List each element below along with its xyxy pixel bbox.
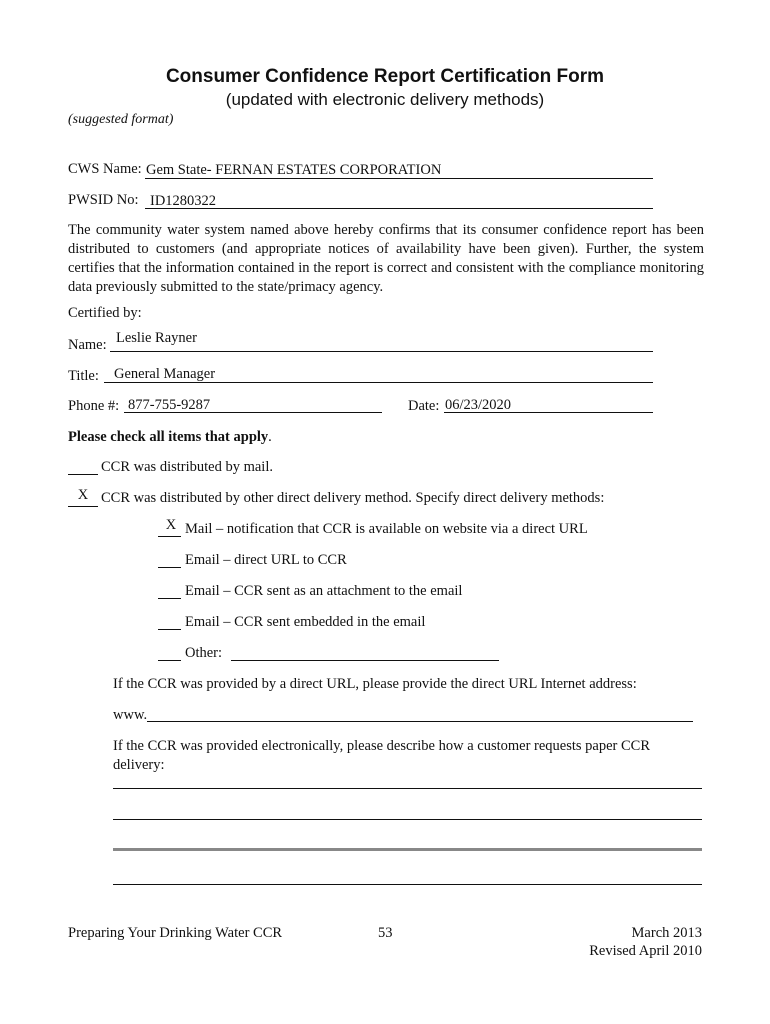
form-title: Consumer Confidence Report Certification Form — [165, 66, 605, 87]
title-label: Title: — [68, 368, 99, 384]
paper-delivery-line-4[interactable] — [113, 884, 702, 885]
method-email-embedded-checkbox[interactable] — [158, 629, 181, 630]
pwsid-value[interactable]: ID1280322 — [150, 193, 217, 209]
cws-name-label: CWS Name: — [68, 161, 142, 177]
certified-by-label: Certified by: — [68, 305, 142, 321]
method-url-checkbox-mark: X — [165, 517, 177, 533]
method-email-url-label: Email – direct URL to CCR — [185, 552, 347, 568]
name-value[interactable]: Leslie Rayner — [116, 330, 197, 346]
direct-delivery-checkbox[interactable] — [68, 506, 98, 507]
checklist-heading-text: Please check all items that apply — [68, 429, 269, 445]
paper-delivery-question: If the CCR was provided electronically, please describe how a customer requests paper CCR delivery: — [113, 738, 651, 773]
title-value[interactable]: General Manager — [114, 366, 216, 382]
mail-option-label: CCR was distributed by mail. — [101, 459, 273, 475]
pwsid-line — [145, 208, 653, 209]
footer-page-number: 53 — [378, 925, 393, 941]
cws-name-value[interactable]: Gem State- FERNAN ESTATES CORPORATION — [146, 162, 442, 178]
method-other-label: Other: — [185, 645, 223, 661]
checklist-heading — [68, 429, 272, 446]
method-other-field[interactable] — [231, 660, 499, 661]
footer-document-title: Preparing Your Drinking Water CCR — [68, 925, 283, 941]
footer-revised-date: Revised April 2010 — [589, 943, 702, 959]
direct-delivery-option-label: CCR was distributed by other direct delivery method. Specify direct delivery methods: — [101, 490, 605, 506]
form-subtitle: (updated with electronic delivery methods) — [225, 90, 545, 109]
method-url-checkbox[interactable] — [158, 536, 181, 537]
mail-checkbox[interactable] — [68, 474, 98, 475]
url-question: If the CCR was provided by a direct URL, please provide the direct URL Internet address: — [113, 676, 637, 692]
pwsid-label: PWSID No: — [68, 192, 139, 208]
suggested-format-note: (suggested format) — [68, 112, 174, 127]
method-email-attachment-checkbox[interactable] — [158, 598, 181, 599]
paper-delivery-line-3[interactable] — [113, 848, 702, 851]
checklist-heading-punct: . — [268, 429, 272, 445]
certification-statement: The community water system named above hereby confirms that its consumer confidence report has been distributed to customers (and appropriate notices of availability have been given). Further, the system certifies that the information contained in the report is correct and consistent with the compliance monitoring data previously submitted to the state/primacy agency. — [68, 222, 704, 295]
direct-delivery-checkbox-mark: X — [77, 487, 89, 503]
method-email-embedded-label: Email – CCR sent embedded in the email — [185, 614, 426, 630]
paper-delivery-line-2[interactable] — [113, 819, 702, 820]
paper-delivery-line-1[interactable] — [113, 788, 702, 789]
method-email-attachment-label: Email – CCR sent as an attachment to the email — [185, 583, 463, 599]
footer-date: March 2013 — [631, 925, 702, 941]
method-email-url-checkbox[interactable] — [158, 567, 181, 568]
method-url-label: Mail – notification that CCR is available on website via a direct URL — [185, 521, 588, 537]
date-value[interactable]: 06/23/2020 — [445, 397, 512, 413]
phone-label: Phone #: — [68, 398, 120, 414]
url-field[interactable] — [147, 721, 693, 722]
name-label: Name: — [68, 337, 107, 353]
phone-value[interactable]: 877-755-9287 — [128, 397, 211, 413]
date-label: Date: — [408, 398, 440, 414]
method-other-checkbox[interactable] — [158, 660, 181, 661]
url-prefix: www. — [113, 707, 148, 723]
name-line — [110, 351, 653, 352]
